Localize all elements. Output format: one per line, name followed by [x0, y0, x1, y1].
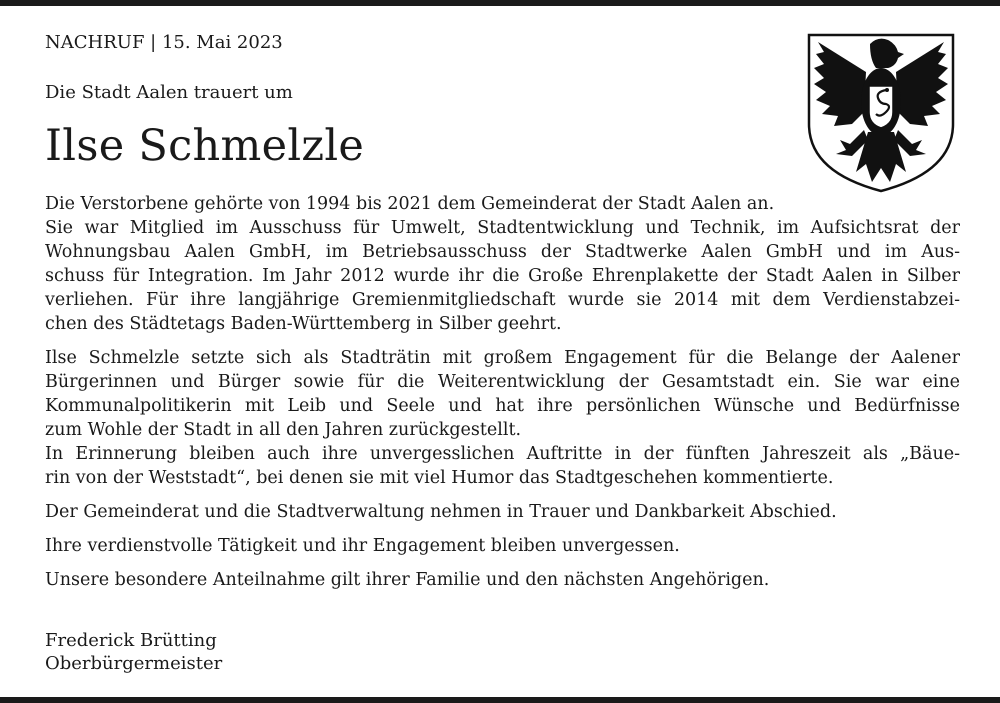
intro-text: Die Stadt Aalen trauert um [45, 82, 293, 103]
p1-line-5: verliehen. Für ihre langjährige Gremienmitgliedschaft wurde sie 2014 mit dem Verdienstabzei- [45, 290, 960, 310]
p4-line: Ihre verdienstvolle Tätigkeit und ihr Engagement bleiben unvergessen. [45, 536, 680, 556]
p1-line-4: schuss für Integration. Im Jahr 2012 wurde ihr die Große Ehrenplakette der Stadt Aalen in Silber [45, 266, 960, 286]
p3-line: Der Gemeinderat und die Stadtverwaltung nehmen in Trauer und Dankbarkeit Abschied. [45, 502, 837, 522]
eagle-coat-of-arms-icon [806, 32, 956, 194]
p2-line-5: In Erinnerung bleiben auch ihre unvergesslichen Auftritte in der fünften Jahreszeit als „Bäue- [45, 444, 960, 464]
p1-line-6: chen des Städtetags Baden-Württemberg in Silber geehrt. [45, 314, 562, 334]
p2-line-6: rin von der Weststadt“, bei denen sie mit viel Humor das Stadtgeschehen kommentierte. [45, 468, 834, 488]
p2-line-3: Kommunalpolitikerin mit Leib und Seele und hat ihre persönlichen Wünsche und Bedürfnisse [45, 396, 960, 416]
p1-line-2: Sie war Mitglied im Ausschuss für Umwelt, Stadtentwicklung und Technik, im Aufsichtsrat der [45, 218, 960, 238]
p1-line-3: Wohnungsbau Aalen GmbH, im Betriebsausschuss der Stadtwerke Aalen GmbH und im Aus- [45, 242, 960, 262]
p2-line-1: Ilse Schmelzle setzte sich als Stadträtin mit großem Engagement für die Belange der Aalener [45, 348, 960, 368]
p1-line-1: Die Verstorbene gehörte von 1994 bis 2021 dem Gemeinderat der Stadt Aalen an. [45, 194, 775, 214]
signatory-name: Frederick Brütting [45, 630, 217, 651]
signatory-title: Oberbürgermeister [45, 653, 223, 674]
p5-line: Unsere besondere Anteilnahme gilt ihrer Familie und den nächsten Angehörigen. [45, 570, 770, 590]
top-border [0, 0, 1000, 6]
deceased-name: Ilse Schmelzle [45, 121, 365, 171]
p2-line-4: zum Wohle der Stadt in all den Jahren zurückgestellt. [45, 420, 522, 440]
bottom-border [0, 697, 1000, 703]
dateline: NACHRUF | 15. Mai 2023 [45, 32, 283, 53]
p2-line-2: Bürgerinnen und Bürger sowie für die Weiterentwicklung der Gesamtstadt ein. Sie war eine [45, 372, 960, 392]
obituary-body [45, 192, 960, 592]
